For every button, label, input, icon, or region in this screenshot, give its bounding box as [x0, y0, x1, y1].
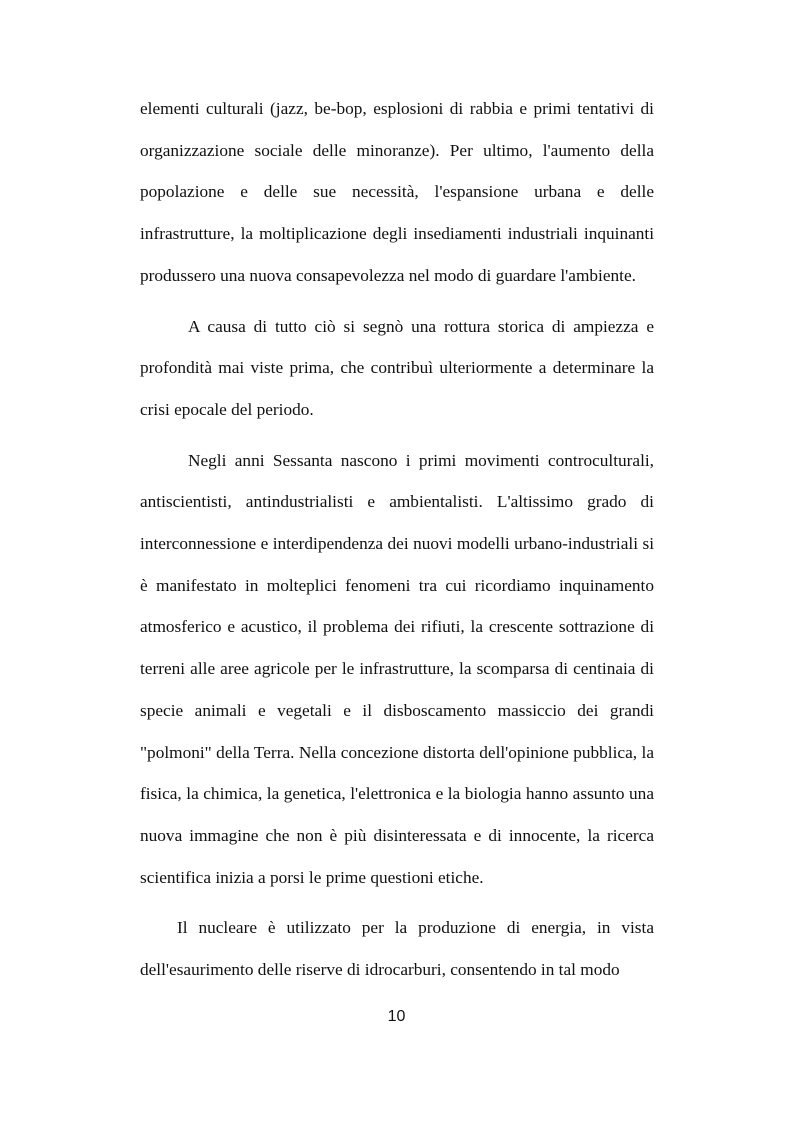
paragraph-nucleare: Il nucleare è utilizzato per la produzione di energia, in vista dell'esaurimento delle riserve di idrocarburi, consentendo in tal modo — [140, 918, 654, 980]
page-number: 10 — [387, 1008, 406, 1025]
body-text — [140, 88, 654, 991]
paragraph-rottura-storica: A causa di tutto ciò si segnò una rottura storica di ampiezza e profondità mai viste prima, che contribuì ulteriormente a determinare la crisi epocale del periodo. — [140, 316, 654, 419]
paragraph-anni-sessanta: Negli anni Sessanta nascono i primi movimenti controculturali, antiscientisti, antindustrialisti e ambientalisti. L'altissimo grado di interconnessione e interdipendenza dei nuovi modelli urbano-industriali si è manifestato in molteplici fenomeni tra cui ricordiamo inquinamento atmosferico e acustico, il problema dei rifiuti, la crescente sottrazione di terreni alle aree agricole per le infrastrutture, la scomparsa di centinaia di specie animali e vegetali e il disboscamento massiccio dei grandi "polmoni" della Terra. Nella concezione distorta dell'opinione pubblica, la fisica, la chimica, la genetica, l'elettronica e la biologia hanno assunto una nuova immagine che non è più disinteressata e di innocente, la ricerca scientifica inizia a porsi le prime questioni etiche. — [140, 450, 654, 887]
paragraph-continuation: elementi culturali (jazz, be-bop, esplosioni di rabbia e primi tentativi di organizzazione sociale delle minoranze). Per ultimo, l'aumento della popolazione e delle sue necessità, l'espansione urbana e delle infrastrutture, la moltiplicazione degli insediamenti industriali inquinanti produssero una nuova consapevolezza nel modo di guardare l'ambiente. — [140, 99, 654, 285]
